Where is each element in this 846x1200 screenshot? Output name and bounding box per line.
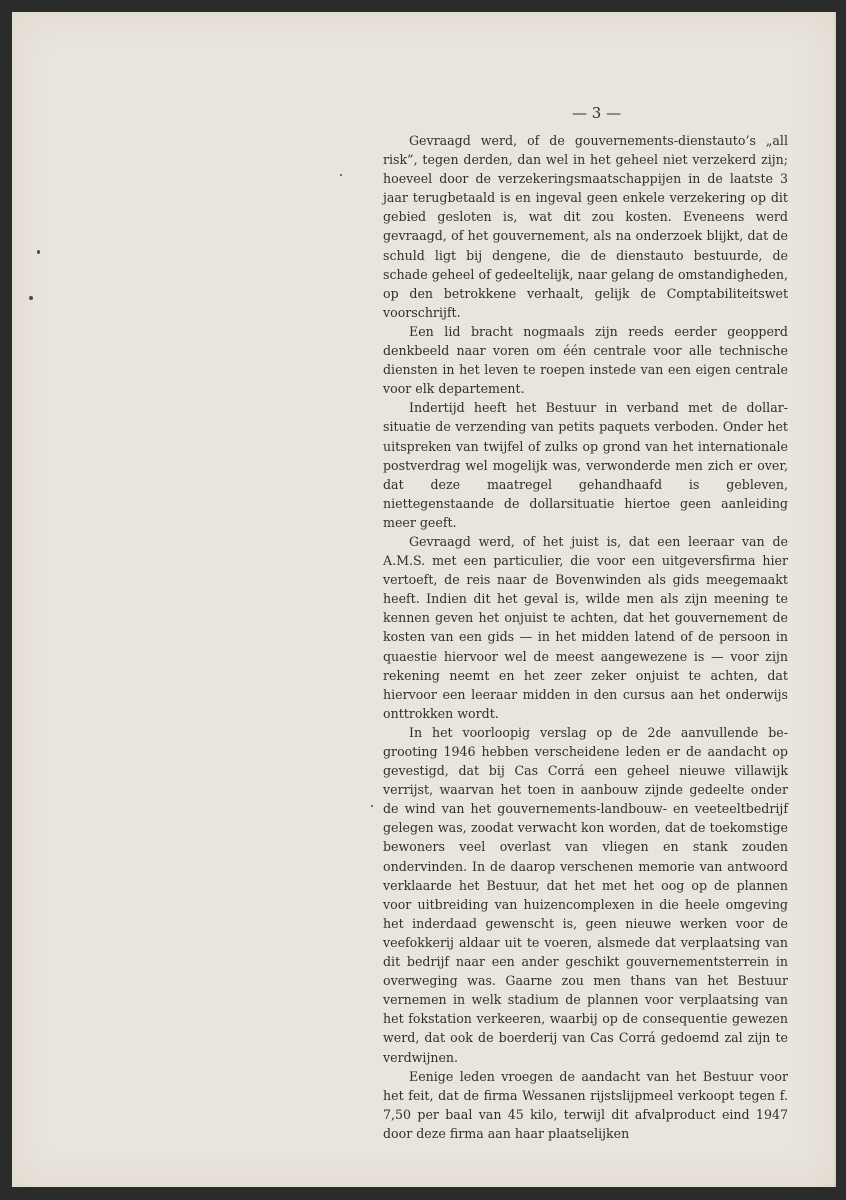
paper-speck [371, 805, 373, 807]
text-column [383, 131, 788, 1143]
paragraph-teacher-guide: Gevraagd werd, of het juist is, dat een leeraar van de A.M.S. met een particulier, die voor een uitgeversfirma hier vertoeft, de reis naar de Bovenwinden als gids meegemaakt heeft. Indien dit het geval is, wilde men als zijn meening te kennen geven het onjuist te achten, dat het gouvernement de kosten van een gids — in het midden latend of de persoon in quaestie hiervoor wel de meest aangewezene is — voor zijn rekening neemt en het zeer zeker onjuist te achten, dat hiervoor een leeraar midden in den cursus aan het onderwijs onttrokken wordt. [383, 533, 788, 721]
page-number: — 3 — [572, 104, 622, 122]
paragraph-central-service: Een lid bracht nogmaals zijn reeds eerder geopperd denkbeeld naar voren om één centrale voor alle technische diensten in het leven te roepen instede van een eigen centrale voor elk departement. [383, 323, 788, 397]
paper-speck [37, 250, 40, 254]
paragraph-petits-paquets: Indertijd heeft het Bestuur in verband met de dollarsituatie de verzending van petits paquets verboden. Onder het uitspreken van twijfel of zulks op grond van het internationale postverdrag wel mogelijk was, verwonderde men zich er over, dat deze maatregel gehandhaafd is gebleven, niettegenstaande de dollarsituatie hiertoe geen aanleiding meer geeft. [383, 400, 788, 530]
paragraph-cas-corra: In het voorloopig verslag op de 2de aanvullende begrooting 1946 hebben verscheidene leden er de aandacht op gevestigd, dat bij Cas Corrá een geheel nieuwe villawijk verrijst, waarvan het toen in aanbouw zijnde gedeelte onder de wind van het gouvernements-landbouw- en veeteeltbedrijf gelegen was, zoodat verwacht kon worden, dat de toekomstige bewoners veel overlast van vliegen en stank zouden ondervinden. In de daarop verschenen memorie van antwoord verklaarde het Bestuur, dat het met het oog op de plannen voor uitbreiding van huizencomplexen in die heele omgeving het inderdaad gewenscht is, geen nieuwe werken voor de veefokkerij aldaar uit te voeren, alsmede dat verplaatsing van dit bedrijf naar een ander geschikt gouvernementsterrein in overweging was. Gaarne zou men thans van het Bestuur vernemen in welk stadium de plannen voor verplaatsing van het fokstation verkeeren, waarbij op de consequentie gewezen werd, dat ook de boerderij van Cas Corrá gedoemd zal zijn te verdwijnen. [383, 724, 788, 1065]
document-page [12, 12, 836, 1187]
paragraph-car-insurance: Gevraagd werd, of de gouvernements-dienstauto’s „all risk”, tegen derden, dan wel in het geheel niet verzekerd zijn; hoeveel door de verzekeringsmaatschappijen in de laatste 3 jaar terugbetaald is en ingeval geen enkele verzekering op dit gebied gesloten is, wat dit zou kosten. Eveneens werd gevraagd, of het gouvernement, als na onderzoek blijkt, dat de schuld ligt bij dengene, die de dienstauto bestuurde, de schade geheel of gedeeltelijk, naar gelang de omstandigheden, op den betrokkene verhaalt, gelijk de Comptabiliteitswet voorschrijft. [383, 133, 788, 320]
paper-speck [340, 174, 342, 176]
paper-speck [29, 296, 33, 300]
paragraph-wessanen: Eenige leden vroegen de aandacht van het Bestuur voor het feit, dat de firma Wessanen rijstslijpmeel verkoopt tegen f. 7,50 per baal van 45 kilo, terwijl dit afvalproduct eind 1947 door deze firma aan haar plaatselijken [383, 1068, 788, 1141]
